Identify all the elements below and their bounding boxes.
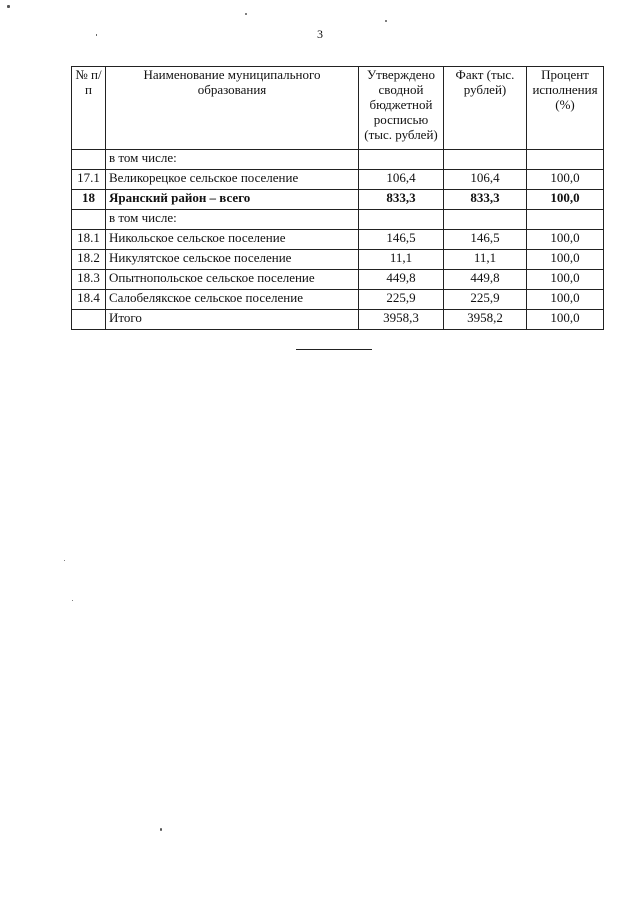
municipality-name-cell: Яранский район – всего — [106, 190, 359, 210]
end-of-table-rule — [296, 349, 372, 350]
table-row — [72, 230, 604, 250]
header-execution-percent: Процент исполнения (%) — [527, 67, 604, 150]
table-row — [72, 210, 604, 230]
scan-speck — [64, 560, 65, 561]
municipality-name-cell: Итого — [106, 310, 359, 330]
row-number-cell — [72, 310, 106, 330]
approved-amount-cell — [359, 210, 444, 230]
row-number-cell: 18.3 — [72, 270, 106, 290]
row-number-cell — [72, 150, 106, 170]
scan-speck — [160, 828, 162, 831]
actual-amount-cell — [444, 210, 527, 230]
execution-percent-cell: 100,0 — [527, 310, 604, 330]
actual-amount-cell: 833,3 — [444, 190, 527, 210]
scan-speck — [385, 20, 387, 22]
approved-amount-cell: 225,9 — [359, 290, 444, 310]
page-number: 3 — [317, 27, 323, 41]
actual-amount-cell: 225,9 — [444, 290, 527, 310]
header-approved-budget: Утверждено сводной бюджетной росписью (тыс. рублей) — [359, 67, 444, 150]
execution-percent-cell: 100,0 — [527, 190, 604, 210]
municipality-name-cell: Никулятское сельское поселение — [106, 250, 359, 270]
row-number-cell: 18 — [72, 190, 106, 210]
municipality-name-cell: в том числе: — [106, 210, 359, 230]
execution-percent-cell: 100,0 — [527, 250, 604, 270]
row-number-cell: 18.2 — [72, 250, 106, 270]
execution-percent-cell — [527, 150, 604, 170]
table-row — [72, 290, 604, 310]
approved-amount-cell: 833,3 — [359, 190, 444, 210]
actual-amount-cell — [444, 150, 527, 170]
approved-amount-cell: 146,5 — [359, 230, 444, 250]
approved-amount-cell: 106,4 — [359, 170, 444, 190]
scan-speck — [72, 600, 73, 601]
approved-amount-cell: 3958,3 — [359, 310, 444, 330]
table-row — [72, 310, 604, 330]
row-number-cell: 17.1 — [72, 170, 106, 190]
row-number-cell — [72, 210, 106, 230]
table-row — [72, 150, 604, 170]
municipality-name-cell: Салобелякское сельское поселение — [106, 290, 359, 310]
approved-amount-cell: 449,8 — [359, 270, 444, 290]
header-municipality-name: Наименование муниципального образования — [106, 67, 359, 150]
row-number-cell: 18.1 — [72, 230, 106, 250]
budget-execution-table — [71, 66, 604, 330]
municipality-name-cell: Опытнопольское сельское поселение — [106, 270, 359, 290]
execution-percent-cell: 100,0 — [527, 290, 604, 310]
municipality-name-cell: в том числе: — [106, 150, 359, 170]
actual-amount-cell: 106,4 — [444, 170, 527, 190]
scan-speck — [96, 34, 97, 36]
actual-amount-cell: 449,8 — [444, 270, 527, 290]
municipality-name-cell: Никольское сельское поселение — [106, 230, 359, 250]
approved-amount-cell: 11,1 — [359, 250, 444, 270]
table-row — [72, 270, 604, 290]
execution-percent-cell: 100,0 — [527, 270, 604, 290]
header-number: № п/п — [72, 67, 106, 150]
table-row — [72, 190, 604, 210]
approved-amount-cell — [359, 150, 444, 170]
actual-amount-cell: 11,1 — [444, 250, 527, 270]
municipality-name-cell: Великорецкое сельское поселение — [106, 170, 359, 190]
table-row — [72, 170, 604, 190]
execution-percent-cell: 100,0 — [527, 170, 604, 190]
execution-percent-cell: 100,0 — [527, 230, 604, 250]
table-header-row — [72, 67, 604, 150]
scan-speck — [245, 13, 247, 15]
actual-amount-cell: 146,5 — [444, 230, 527, 250]
actual-amount-cell: 3958,2 — [444, 310, 527, 330]
execution-percent-cell — [527, 210, 604, 230]
row-number-cell: 18.4 — [72, 290, 106, 310]
scan-speck — [7, 5, 10, 8]
table-row — [72, 250, 604, 270]
header-actual: Факт (тыс. рублей) — [444, 67, 527, 150]
